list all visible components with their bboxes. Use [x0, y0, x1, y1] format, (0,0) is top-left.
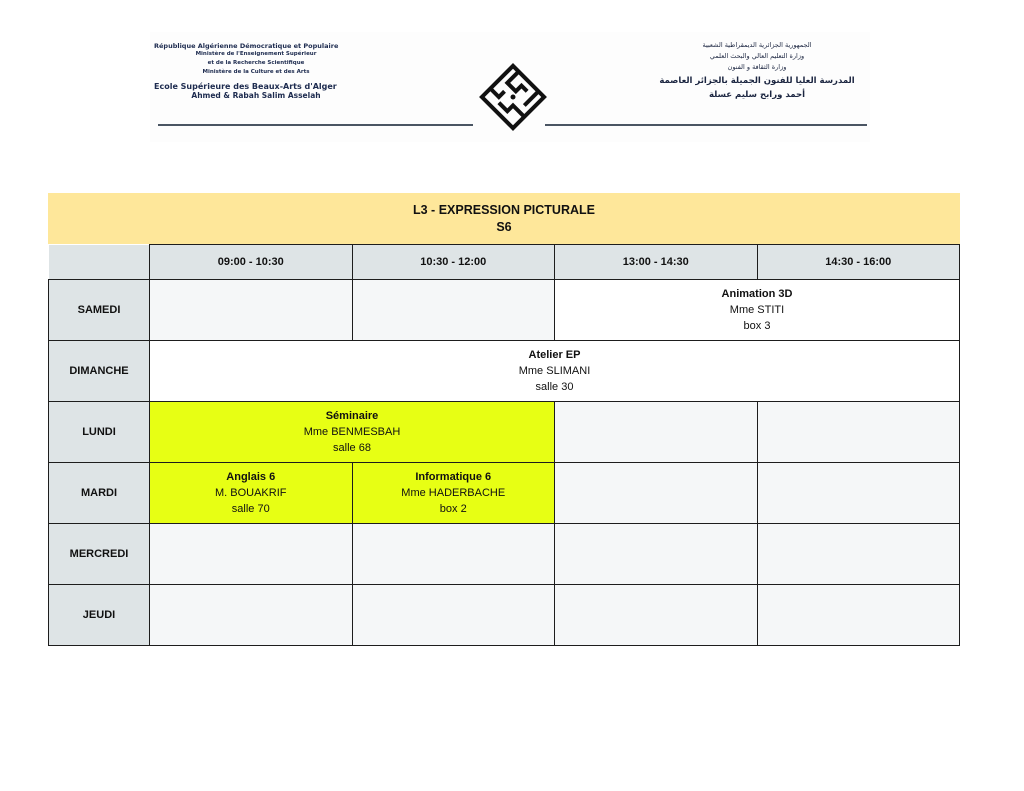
course-name: Séminaire [325, 410, 379, 422]
room-name: salle 30 [535, 381, 574, 393]
empty-slot [555, 524, 758, 585]
course-name: Anglais 6 [226, 471, 276, 483]
ministry-research: et de la Recherche Scientifique [207, 60, 305, 66]
time-slot-header: 10:30 - 12:00 [352, 245, 555, 280]
teacher-name: M. BOUAKRIF [214, 487, 287, 499]
empty-slot [555, 402, 758, 463]
letterhead-french [156, 42, 356, 100]
ministry-higher-education: Ministère de l'Enseignement Supérieur [195, 51, 317, 57]
time-slot-header: 13:00 - 14:30 [555, 245, 758, 280]
day-row-dimanche [49, 341, 960, 402]
corner-cell [49, 245, 150, 280]
time-slot-header-row [49, 245, 960, 280]
timetable-title-band [48, 193, 960, 244]
day-row-samedi [49, 280, 960, 341]
empty-slot [757, 524, 960, 585]
time-slot-header: 09:00 - 10:30 [150, 245, 353, 280]
program-title: L3 - EXPRESSION PICTURALE [413, 203, 595, 217]
day-row-mardi [49, 463, 960, 524]
teacher-name: Mme BENMESBAH [303, 426, 401, 438]
kufic-square-logo-icon [478, 52, 548, 142]
course-cell-atelier-ep [150, 341, 960, 402]
day-row-mercredi [49, 524, 960, 585]
day-label: LUNDI [49, 402, 150, 463]
course-cell-anglais-6 [150, 463, 353, 524]
room-name: salle 68 [333, 442, 371, 454]
day-label: DIMANCHE [49, 341, 150, 402]
teacher-name: Mme HADERBACHE [401, 487, 506, 499]
empty-slot [352, 280, 555, 341]
school-name-arabic: المدرسة العليا للفنون الجميلة بالجزائر العاصمة [659, 76, 855, 86]
school-subtitle-arabic: أحمد ورابح سليم عسلة [709, 90, 805, 100]
letterhead-rule-right [545, 124, 867, 126]
timetable [48, 193, 960, 646]
ministry-culture-arabic: وزارة الثقافة و الفنون [727, 63, 787, 71]
teacher-name: Mme SLIMANI [518, 365, 591, 377]
course-cell-seminaire [150, 402, 555, 463]
room-name: box 2 [439, 503, 467, 515]
empty-slot [757, 463, 960, 524]
letterhead-arabic [652, 40, 862, 101]
empty-slot [150, 524, 353, 585]
room-name: box 3 [743, 320, 771, 332]
timetable-grid [48, 244, 960, 646]
ministry-culture: Ministère de la Culture et des Arts [202, 69, 310, 75]
empty-slot [150, 585, 353, 646]
empty-slot [757, 585, 960, 646]
republic-name-arabic: الجمهورية الجزائرية الديمقراطية الشعبية [702, 41, 812, 49]
empty-slot [150, 280, 353, 341]
school-subtitle: Ahmed & Rabah Salim Asselah [191, 91, 321, 100]
republic-name: République Algérienne Démocratique et Populaire [154, 42, 339, 50]
course-cell-informatique-6 [352, 463, 555, 524]
semester-label: S6 [496, 220, 512, 234]
course-name: Informatique 6 [415, 471, 492, 483]
letterhead-rule-left [158, 124, 473, 126]
ministry-higher-education-arabic: وزارة التعليم العالي والبحث العلمي [709, 52, 805, 60]
day-row-jeudi [49, 585, 960, 646]
school-name: Ecole Supérieure des Beaux-Arts d'Alger [154, 82, 337, 91]
time-slot-header: 14:30 - 16:00 [757, 245, 960, 280]
day-label: JEUDI [49, 585, 150, 646]
empty-slot [555, 463, 758, 524]
empty-slot [352, 585, 555, 646]
empty-slot [352, 524, 555, 585]
course-name: Animation 3D [721, 288, 793, 300]
empty-slot [757, 402, 960, 463]
room-name: salle 70 [231, 503, 270, 515]
day-label: MARDI [49, 463, 150, 524]
course-name: Atelier EP [528, 349, 581, 361]
course-cell-animation-3d [555, 280, 960, 341]
day-label: SAMEDI [49, 280, 150, 341]
day-row-lundi [49, 402, 960, 463]
empty-slot [555, 585, 758, 646]
teacher-name: Mme STITI [729, 304, 785, 316]
letterhead [150, 32, 870, 142]
day-label: MERCREDI [49, 524, 150, 585]
